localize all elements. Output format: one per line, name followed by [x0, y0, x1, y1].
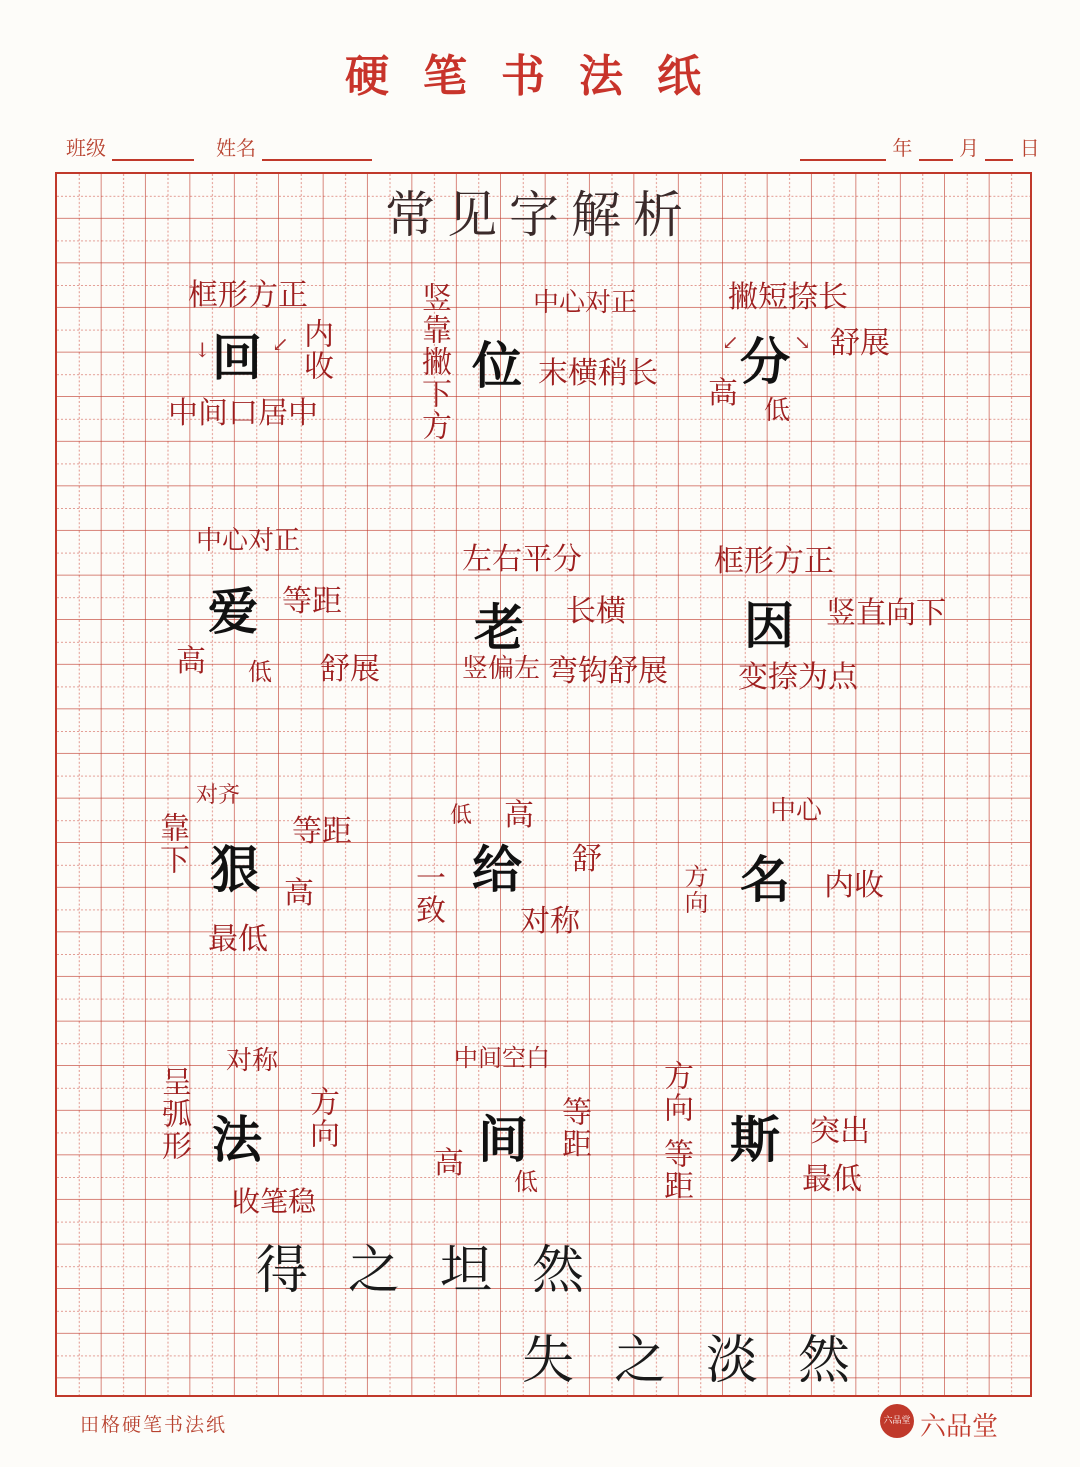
note-ai-5: 舒展 — [320, 652, 380, 687]
arrow-icon: ↙ — [272, 332, 289, 356]
note-gei-1: 低 — [450, 803, 473, 828]
note-fen-1: 撇短捺长 — [728, 280, 848, 315]
note-hen-5: 最低 — [208, 922, 268, 957]
note-ai-4: 低 — [248, 658, 272, 686]
note-si-4: 最低 — [802, 1162, 862, 1197]
note-hui-2: 内收 — [298, 318, 333, 382]
note-gei-5: 对称 — [520, 904, 580, 939]
month-label: 月 — [959, 136, 980, 160]
note-lao-1: 左右平分 — [462, 542, 582, 577]
note-jian-2: 等距 — [556, 1096, 591, 1160]
name-field — [216, 132, 372, 161]
note-lao-4: 弯钩舒展 — [548, 654, 668, 689]
year-blank — [800, 141, 886, 161]
date-field — [800, 132, 1040, 161]
note-hen-1: 对齐 — [196, 783, 241, 808]
note-jian-4: 低 — [514, 1168, 538, 1196]
char-si: 斯 — [730, 1110, 780, 1169]
note-fen-2: 舒展 — [830, 326, 890, 361]
note-ming-1: 中心 — [770, 796, 823, 826]
note-gei-2: 高 — [504, 798, 534, 833]
char-ai: 爱 — [208, 582, 258, 641]
note-jian-1: 中间空白 — [454, 1044, 550, 1072]
closing-line-2: 失之淡然 — [522, 1331, 891, 1391]
seal-text: 六品堂 — [883, 1415, 911, 1426]
note-si-2: 等距 — [658, 1138, 693, 1202]
char-hen: 狠 — [210, 840, 260, 899]
note-fa-4: 收笔稳 — [232, 1185, 317, 1218]
note-jian-3: 高 — [434, 1146, 464, 1181]
day-label: 日 — [1019, 136, 1040, 160]
note-hen-4: 高 — [284, 876, 314, 911]
char-wei: 位 — [472, 336, 522, 395]
char-lao: 老 — [474, 598, 524, 657]
note-yin-3: 变捺为点 — [738, 660, 858, 695]
note-yin-2: 竖直向下 — [826, 596, 946, 631]
note-ai-1: 中心对正 — [196, 526, 301, 556]
page-title: 硬笔书法纸 — [345, 51, 735, 102]
note-hen-2: 靠下 — [154, 812, 189, 876]
month-blank — [919, 141, 953, 161]
char-hui: 回 — [212, 328, 262, 387]
note-si-3: 突出 — [810, 1114, 870, 1149]
char-gei: 给 — [472, 840, 522, 899]
note-ming-2: 方向 — [680, 864, 708, 916]
class-label: 班级 — [66, 136, 106, 160]
note-si-1: 方向 — [658, 1060, 693, 1124]
note-wei-2: 中心对正 — [533, 288, 638, 318]
brand-name: 六品堂 — [920, 1412, 999, 1442]
brand-seal-logo — [880, 1404, 914, 1438]
char-fen: 分 — [740, 332, 790, 391]
closing-line-1: 得之坦然 — [256, 1241, 625, 1301]
char-ming: 名 — [740, 850, 790, 909]
note-wei-3: 末横稍长 — [538, 356, 658, 391]
note-fen-4: 低 — [764, 396, 791, 426]
note-ming-3: 内收 — [824, 868, 884, 903]
section-heading: 常见字解析 — [385, 186, 695, 244]
footer-label: 田格硬笔书法纸 — [80, 1414, 228, 1436]
name-blank — [262, 141, 372, 161]
arrow-icon: ↘ — [794, 330, 811, 354]
char-fa: 法 — [212, 1110, 262, 1169]
note-lao-2: 长横 — [566, 594, 626, 629]
note-fen-3: 高 — [708, 376, 738, 411]
year-label: 年 — [892, 136, 913, 160]
note-ai-2: 等距 — [282, 584, 342, 619]
note-lao-3: 竖偏左 — [462, 654, 541, 684]
arrow-icon: ↙ — [722, 330, 739, 354]
note-gei-3: 舒 — [572, 842, 602, 877]
note-hen-3: 等距 — [292, 814, 352, 849]
class-field — [66, 132, 194, 161]
char-jian: 间 — [478, 1110, 528, 1169]
class-blank — [112, 141, 194, 161]
note-hui-1: 框形方正 — [188, 278, 308, 313]
note-gei-4: 一致 — [410, 862, 445, 926]
note-ai-3: 高 — [176, 644, 206, 679]
note-hui-3: 中间口居中 — [168, 396, 318, 431]
note-fa-3: 方向 — [304, 1086, 339, 1150]
note-fa-2: 对称 — [226, 1046, 279, 1076]
note-yin-1: 框形方正 — [714, 544, 834, 579]
name-label: 姓名 — [216, 136, 256, 160]
note-fa-1: 呈弧形 — [156, 1066, 191, 1162]
arrow-icon: ↓ — [194, 338, 211, 362]
day-blank — [985, 141, 1013, 161]
note-wei-1: 竖靠撇下方 — [416, 282, 451, 442]
char-yin: 因 — [744, 596, 794, 655]
